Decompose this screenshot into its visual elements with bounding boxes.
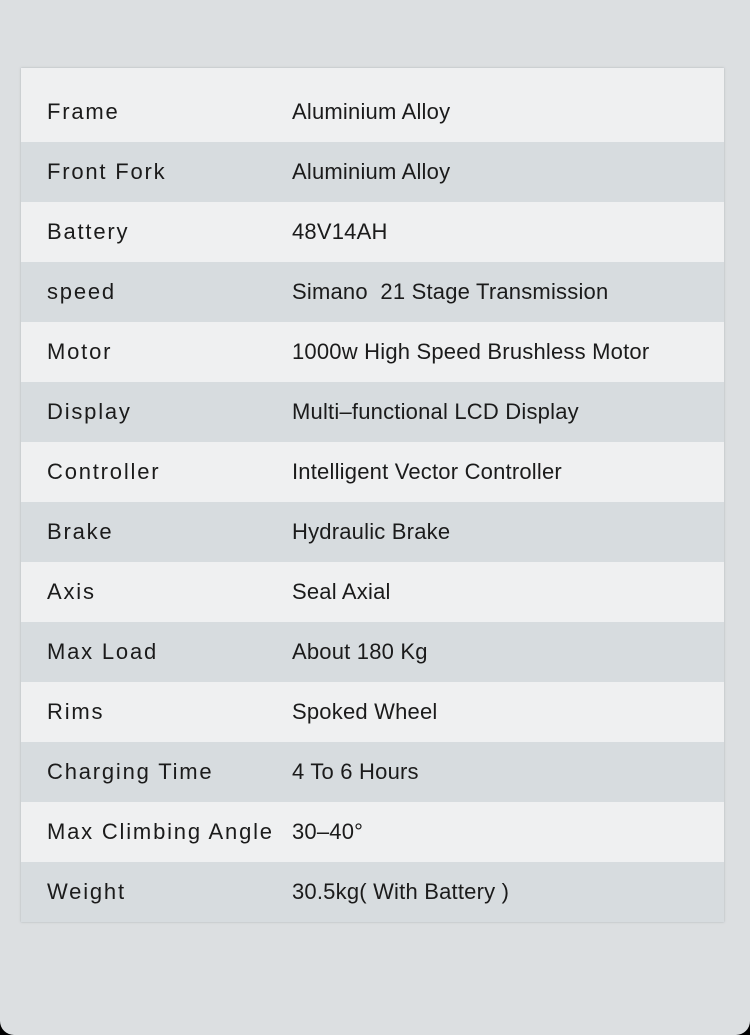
- spec-label: Rims: [47, 699, 105, 724]
- spec-label: Axis: [47, 579, 96, 604]
- spec-label: Brake: [47, 519, 114, 544]
- spec-label: Max Load: [47, 639, 159, 664]
- spec-value: 30.5kg( With Battery ): [292, 879, 510, 904]
- spec-row: [21, 262, 724, 322]
- spec-label: Charging Time: [47, 759, 214, 784]
- spec-row: [21, 742, 724, 802]
- spec-row: [21, 802, 724, 862]
- spec-row: [21, 622, 724, 682]
- spec-label: Motor: [47, 339, 113, 364]
- spec-label: Max Climbing Angle: [47, 819, 274, 844]
- spec-value: Multi–functional LCD Display: [292, 399, 579, 424]
- spec-value: Aluminium Alloy: [292, 159, 451, 184]
- spec-label: Weight: [47, 879, 126, 904]
- spec-value: Simano 21 Stage Transmission: [292, 279, 609, 304]
- spec-row: [21, 682, 724, 742]
- spec-value: 4 To 6 Hours: [292, 759, 419, 784]
- spec-row: [21, 382, 724, 442]
- spec-row: [21, 322, 724, 382]
- spec-label: speed: [47, 279, 116, 304]
- spec-value: Seal Axial: [292, 579, 391, 604]
- spec-row: [21, 82, 724, 142]
- spec-table: [21, 68, 724, 922]
- spec-value: Aluminium Alloy: [292, 99, 451, 124]
- spec-label: Controller: [47, 459, 161, 484]
- spec-row: [21, 562, 724, 622]
- spec-row: [21, 142, 724, 202]
- spec-value: 48V14AH: [292, 219, 388, 244]
- spec-row: [21, 202, 724, 262]
- spec-label: Front Fork: [47, 159, 167, 184]
- spec-value: 30–40°: [292, 819, 364, 844]
- spec-row: [21, 862, 724, 922]
- spec-label: Battery: [47, 219, 130, 244]
- spec-label: Display: [47, 399, 132, 424]
- spec-value: Spoked Wheel: [292, 699, 438, 724]
- spec-label: Frame: [47, 99, 120, 124]
- spec-row: [21, 442, 724, 502]
- spec-value: 1000w High Speed Brushless Motor: [292, 339, 650, 364]
- spec-value: Intelligent Vector Controller: [292, 459, 562, 484]
- spec-value: About 180 Kg: [292, 639, 428, 664]
- spec-value: Hydraulic Brake: [292, 519, 451, 544]
- spec-row: [21, 502, 724, 562]
